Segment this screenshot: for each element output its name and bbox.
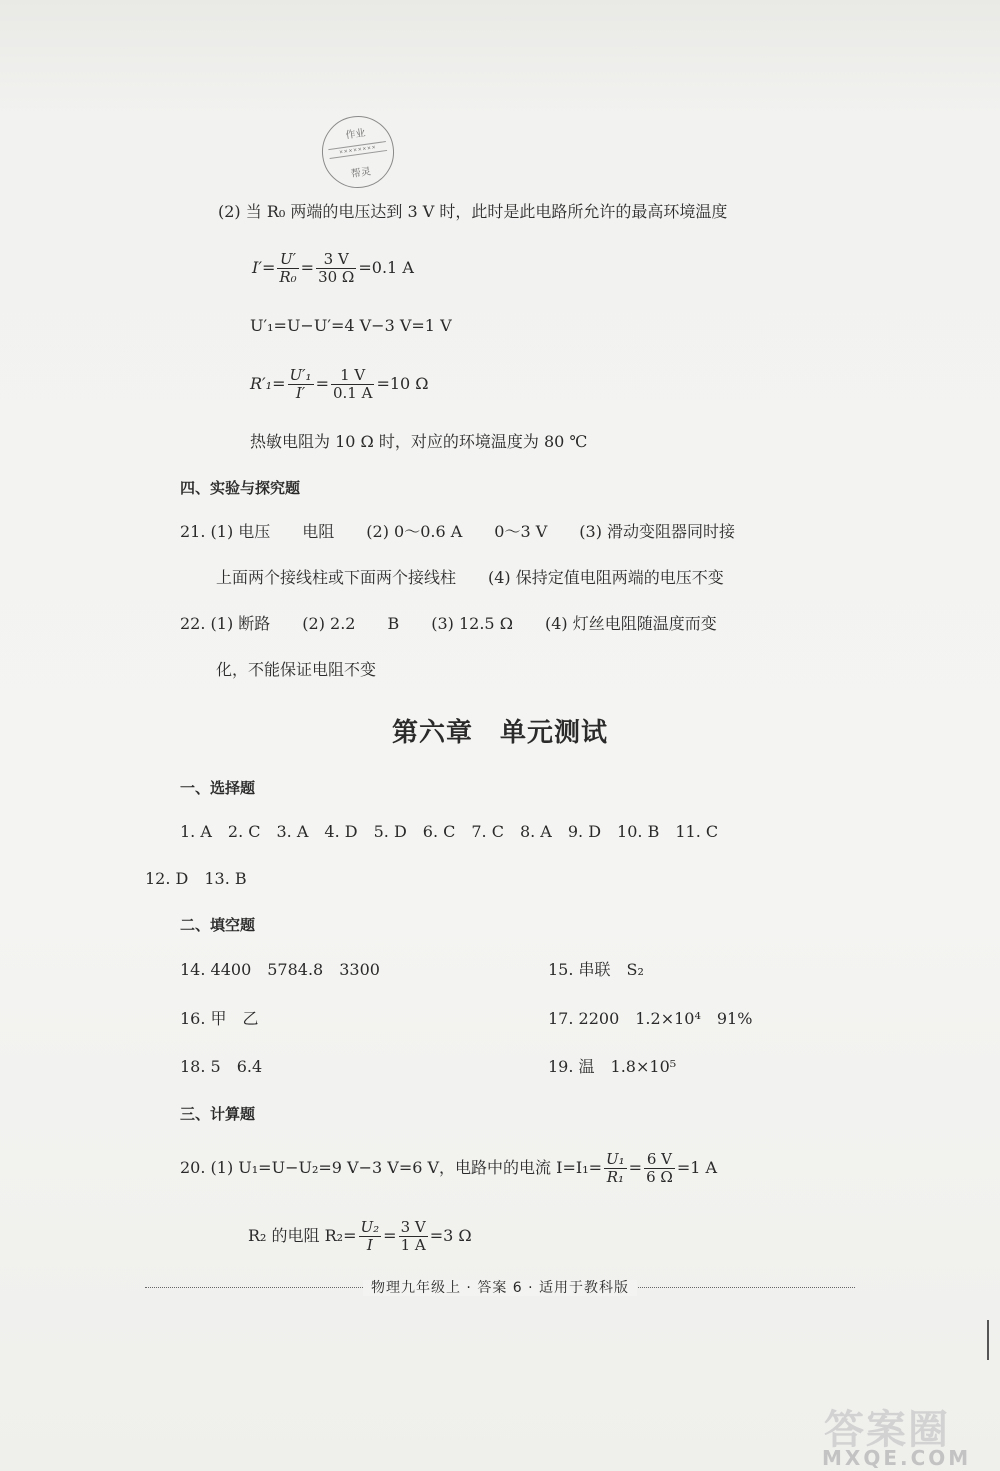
- eq1-fraction-1: [277, 251, 298, 286]
- q20-rhs: =1 A: [676, 1158, 718, 1177]
- stamp-top-text: 作业: [344, 127, 367, 142]
- q20-num1: U₁: [606, 1150, 625, 1168]
- r2-fraction-1: [359, 1219, 382, 1254]
- watermark-logo-text: 答案圈: [824, 1407, 950, 1453]
- stamp-bottom-text: 帮灵: [350, 166, 372, 181]
- choice-answers-line1: 1. A 2. C 3. A 4. D 5. D 6. C 7. C 8. A 9. D 10. B 11. C: [180, 822, 719, 841]
- r2-den2: 1 A: [400, 1236, 426, 1254]
- r2-rhs: =3 Ω: [429, 1226, 472, 1245]
- q21-line1: 21. (1) 电压 电阻 (2) 0～0.6 A 0～3 V (3) 滑动变阻器同时接: [180, 522, 736, 541]
- eq1-num1: U′: [277, 251, 298, 269]
- section2-title: 二、填空题: [180, 916, 256, 934]
- q21-line2: 上面两个接线柱或下面两个接线柱 (4) 保持定值电阻两端的电压不变: [216, 568, 724, 587]
- q20-den2: 6 Ω: [646, 1168, 673, 1186]
- q20-fraction-2: [644, 1151, 675, 1186]
- q16-answer: 16. 甲 乙: [180, 1009, 259, 1028]
- eq3-fraction-1: [288, 367, 314, 402]
- q20-equation: 20. (1) U₁=U−U₂=9 V−3 V=6 V，电路中的电流 I=I₁= $\frac{\text{U₁}}{\text{R₁}}$ = $\frac{6 V}{6 \Omega}$ =1 A: [180, 1150, 718, 1186]
- q19-answer: 19. 温 1.8×10⁵: [548, 1057, 677, 1076]
- eq1-den2: 30 Ω: [318, 268, 355, 286]
- footer-text: 物理九年级上 · 答案 6 · 适用于教科版: [363, 1280, 637, 1296]
- q20-fraction-1: [604, 1151, 627, 1186]
- choice-answers-line2: 12. D 13. B: [145, 869, 247, 888]
- eq1-num2: 3 V: [316, 251, 356, 269]
- q15-answer: 15. 串联 S₂: [548, 960, 644, 979]
- watermark-url: MXQE.COM: [822, 1446, 972, 1470]
- eq3-den1: I′: [295, 384, 306, 402]
- q20-num2: 6 V: [644, 1151, 675, 1169]
- section4-title: 四、实验与探究题: [180, 479, 301, 497]
- q14-answer: 14. 4400 5784.8 3300: [180, 960, 380, 979]
- part2-conclusion: 热敏电阻为 10 Ω 时，对应的环境温度为 80 ℃: [250, 432, 588, 451]
- eq1-fraction-2: [316, 251, 356, 286]
- eq3-lhs: R′₁=: [250, 374, 286, 393]
- r2-num2: 3 V: [400, 1218, 426, 1236]
- edge-mark: [987, 1320, 989, 1360]
- eq1-lhs: I′=: [252, 258, 276, 277]
- equation-voltage: U′₁=U−U′=4 V−3 V=1 V: [250, 316, 452, 335]
- page-footer: [0, 1277, 1000, 1297]
- chapter-title: 第六章 单元测试: [391, 718, 608, 748]
- site-watermark: [820, 1398, 990, 1468]
- q20-text: 20. (1) U₁=U−U₂=9 V−3 V=6 V，电路中的电流 I=I₁=: [180, 1158, 603, 1177]
- r2-equation: R₂ 的电阻 R₂= $\frac{\text{U₂}}{I}$ = $\frac{3 V}{1 A}$ =3 Ω: [248, 1218, 472, 1254]
- equation-current: I′= $\frac{U'}{\text{R₀}}$ = $\frac{3 V}{30 \Omega}$ =0.1 A: [252, 250, 414, 286]
- r2-den1: I: [366, 1236, 373, 1254]
- section1-title: 一、选择题: [180, 779, 256, 797]
- r2-num1: U₂: [360, 1218, 380, 1236]
- section3-title: 三、计算题: [180, 1105, 256, 1123]
- eq3-den2: 0.1 A: [332, 384, 373, 402]
- eq1-rhs: =0.1 A: [358, 258, 414, 277]
- eq3-fraction-2: [331, 367, 374, 402]
- eq1-den1: R₀: [279, 268, 297, 286]
- eq3-num2: 1 V: [331, 367, 374, 385]
- stamp-middle-text: ××××××××: [328, 141, 387, 159]
- eq3-num1: U′₁: [289, 366, 312, 384]
- eq3-rhs: =10 Ω: [376, 374, 429, 393]
- q20-den1: R₁: [606, 1168, 624, 1186]
- r2-fraction-2: [399, 1219, 428, 1254]
- part2-intro: (2) 当 R₀ 两端的电压达到 3 V 时，此时是此电路所允许的最高环境温度: [218, 202, 728, 221]
- q17-answer: 17. 2200 1.2×10⁴ 91%: [548, 1009, 753, 1028]
- equation-resistance: R′₁= $\frac{\text{U′₁}}{I'}$ = $\frac{1 V}{0.1 A}$ =10 Ω: [250, 366, 429, 402]
- q22-line1: 22. (1) 断路 (2) 2.2 B (3) 12.5 Ω (4) 灯丝电阻随温度而变: [180, 614, 717, 633]
- q18-answer: 18. 5 6.4: [180, 1057, 263, 1076]
- q22-line2: 化，不能保证电阻不变: [216, 660, 377, 679]
- r2-text: R₂ 的电阻 R₂=: [248, 1226, 357, 1245]
